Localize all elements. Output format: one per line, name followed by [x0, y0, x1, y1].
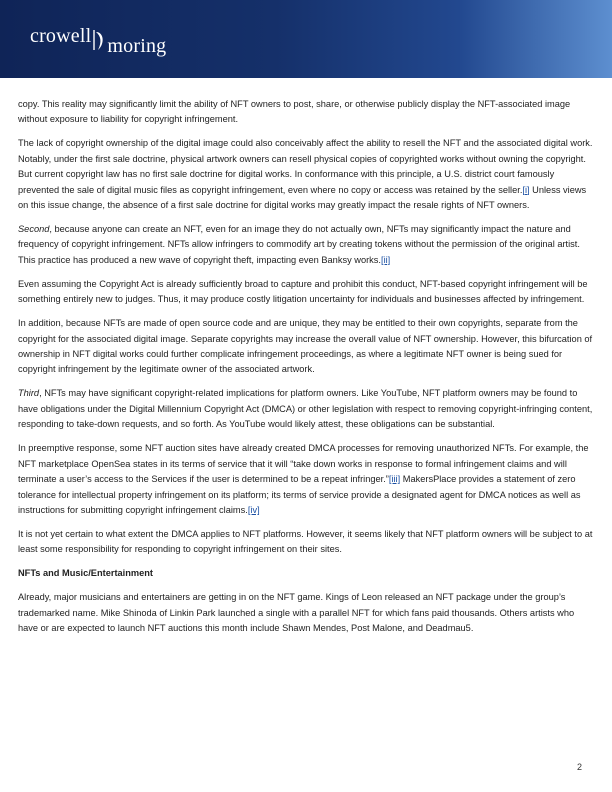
article-body: [18, 97, 594, 645]
page-number: 2: [576, 762, 582, 772]
paragraph: [18, 316, 594, 378]
paragraph-text: In addition, because NFTs are made of open source code and are unique, they may be entitled to their own copyrights, separate from the copyright for the associated digital image. Separate copyrights may increase the overall value of NFT ownership. However, this bifurcation of ownership in NFT digital works could further complicate infringement proceedings, as where a legitimate NFT owner is being sued for copyright infringement by the legitimate owner of the associated artwork.: [18, 318, 593, 375]
paragraph-text: MakersPlace provides a statement of zero tolerance for intellectual property infringement on its platform; its terms of service provide a designated agent for DMCA notices as well as instructions for submitting copyright infringement claims.: [18, 474, 581, 515]
paragraph-text: The lack of copyright ownership of the digital image could also conceivably affect the ability to resell the NFT and the associated digital work. Notably, under the first sale doctrine, physical artwork owners can resell physical copies of copyrighted works without owning the copyright. But current copyright law has no first sale doctrine for digital works. In conformance with this principle, a U.S. district court famously prevented the sale of digital music files as copyright infringement, even where no copy or access was retained by the seller.: [18, 138, 593, 195]
paragraph: [18, 441, 594, 518]
paragraph-text: , NFTs may have significant copyright-related implications for platform owners. Like YouTube, NFT platform owners may be found to have obligations under the Digital Millennium Copyright Act (DMCA) or other legislation with respect to removing copyright-infringing content, responding to take-down requests, and so forth. As YouTube would likely attest, these obligations can be substantial.: [18, 388, 593, 430]
paragraph-text: copy. This reality may significantly limit the ability of NFT owners to post, share, or otherwise publicly display the NFT-associated image without exposure to liability for copyright infringement.: [18, 99, 571, 125]
paragraph-text: Even assuming the Copyright Act is already sufficiently broad to capture and prohibit this conduct, NFT-based copyright infringement will be something entirely new to judges. Thus, it may produce costly litigation uncertainty for individuals and businesses affected by infringement.: [18, 278, 588, 305]
logo-text-crowell: crowell: [30, 25, 92, 47]
paragraph: [18, 97, 594, 128]
paragraph-text: It is not yet certain to what extent the DMCA applies to NFT platforms. However, it seems likely that NFT platform owners will be subject to at least some responsibility for responding to copyright infringement on their sites.: [18, 528, 593, 555]
logo-text-moring: moring: [107, 35, 167, 57]
footnote-link-i[interactable]: [i]: [522, 184, 530, 195]
paragraph: [18, 136, 594, 213]
paragraph: [18, 386, 594, 432]
crowell-moring-logo: [30, 25, 167, 57]
section-heading: NFTs and Music/Entertainment: [18, 568, 153, 579]
paragraph-text: Unless views on this issue change, the absence of a first sale doctrine for digital works may greatly impact the resale rights of NFT owners.: [18, 184, 587, 211]
header-banner: [0, 0, 612, 78]
footnote-link-ii[interactable]: [ii]: [381, 254, 391, 265]
emphasis-text: Third: [18, 388, 40, 399]
footnote-link-iv[interactable]: [iv]: [247, 504, 260, 515]
emphasis-text: Second: [18, 224, 50, 235]
paragraph: [18, 222, 594, 268]
logo-mark-icon: [92, 28, 106, 52]
paragraph-text: , because anyone can create an NFT, even for an image they do not actually own, NFTs may significantly impact the nature and frequency of copyright infringement. NFTs allow infringers to commodify art by creating tokens without the permission of the original artist. This practice has produced a new wave of copyright theft, impacting even Banksy works.: [18, 224, 580, 265]
footnote-link-iii[interactable]: [iii]: [388, 474, 401, 485]
paragraph: [18, 527, 594, 558]
paragraph-text: In preemptive response, some NFT auction sites have already created DMCA processes for removing unauthorized NFTs. For example, the NFT marketplace OpenSea states in its terms of service that it will “take down works in response to formal infringement claims and will terminate a user’s access to the Services if the user is determined to be a repeat infringer.”: [18, 443, 589, 485]
paragraph: [18, 590, 594, 636]
paragraph-text: Already, major musicians and entertainers are getting in on the NFT game. Kings of Leon released an NFT package under the group’s trademarked name. Mike Shinoda of Linkin Park launched a single with a parallel NFT for which fans paid thousands. Others artists who have or are expected to launch NFT auctions this month include Shawn Mendes, Post Malone, and Deadmau5.: [18, 592, 575, 634]
paragraph: [18, 277, 594, 308]
